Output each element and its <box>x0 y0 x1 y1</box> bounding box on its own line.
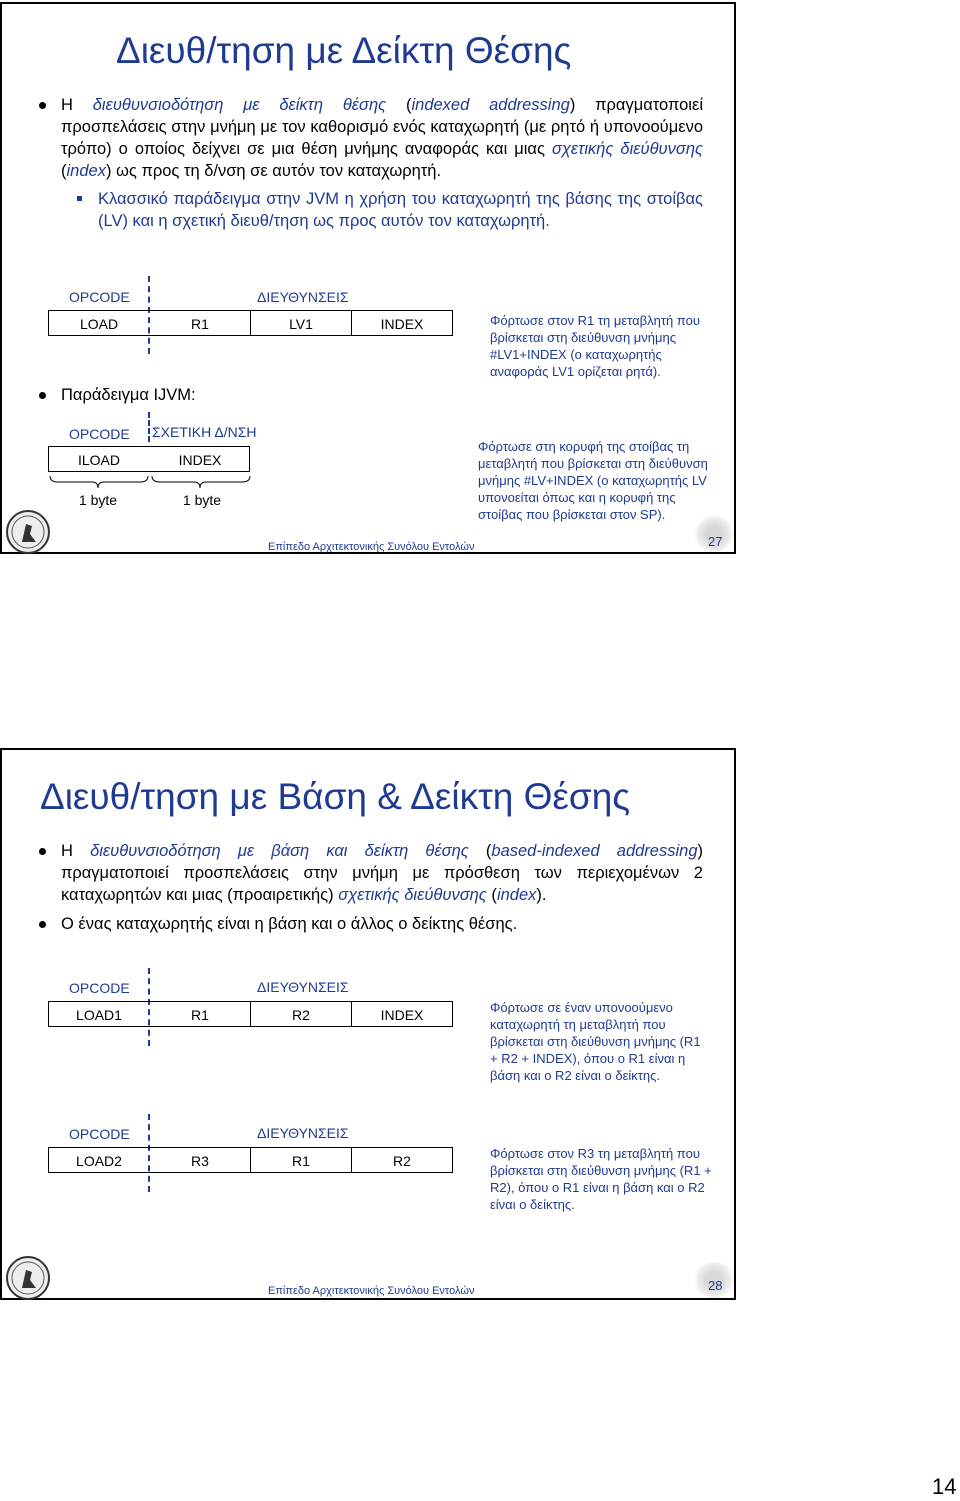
cell-separator <box>351 311 352 335</box>
cell-base-register: R1 <box>191 1007 209 1023</box>
format-description: Φόρτωσε σε έναν υπονοούμενο καταχωρητή τη μεταβλητή που βρίσκεται στη διεύθυνση μνήμης (R1 + R2 + INDEX), όπου ο R1 είναι η βάση και ο R2 είναι ο δείκτης. <box>490 1000 701 1083</box>
cell-register: R3 <box>191 1153 209 1169</box>
cell-opcode: LOAD <box>79 316 119 332</box>
format-description: Φόρτωσε στον R3 τη μεταβλητή που βρίσκεται στη διεύθυνση μνήμης (R1 + R2), όπου ο R1 είναι η βάση και ο R2 είναι ο δείκτης. <box>490 1146 712 1212</box>
cell-opcode: LOAD1 <box>76 1007 122 1023</box>
index-size: 1 byte <box>182 492 222 508</box>
bullet-icon <box>39 102 46 109</box>
cell-separator <box>351 1148 352 1172</box>
slide-number: 28 <box>708 1278 723 1293</box>
footer-text: Επίπεδο Αρχιτεκτονικής Συνόλου Εντολών <box>268 1285 475 1297</box>
cell-separator <box>351 1002 352 1026</box>
slide-28 <box>0 748 736 1300</box>
cell-separator <box>250 311 251 335</box>
document-page-number: 14 <box>932 1474 957 1499</box>
bullet-icon <box>39 848 46 855</box>
addresses-label: ΔΙΕΥΘΥΝΣΕΙΣ <box>257 979 349 995</box>
bullet-icon <box>39 392 46 399</box>
slide-title: Διευθ/τηση με Δείκτη Θέσης <box>116 30 572 71</box>
cell-separator <box>250 1002 251 1026</box>
paragraph-based-indexed: Η διευθυνσιοδότηση με βάση και δείκτη θέσης (based-indexed addressing) πραγματοποιεί προσπελάσεις στην μνήμη με πρόσθεση των περιεχομένων 2 καταχωρητών και μιας (προαιρετικής) σχετικής διεύθυνσης (index). <box>61 842 703 904</box>
slide-title: Διευθ/τηση με Βάση & Δείκτη Θέσης <box>40 776 631 817</box>
opcode-label: OPCODE <box>69 1126 130 1142</box>
instruction-format-box <box>48 1001 453 1027</box>
addresses-label: ΔΙΕΥΘΥΝΣΕΙΣ <box>257 289 349 305</box>
instruction-format-box <box>48 1147 453 1173</box>
format-description: Φόρτωσε στη κορυφή της στοίβας τη μεταβλητή που βρίσκεται στη διεύθυνση μνήμης #LV+INDEX (ο καταχωρητής LV υπονοείται όπως και η κορυφή της στοίβας που βρίσκεται στον SP). <box>478 439 708 522</box>
opcode-label: OPCODE <box>69 980 130 996</box>
opcode-size: 1 byte <box>78 492 118 508</box>
instruction-format-box <box>48 446 250 472</box>
cell-separator <box>250 1148 251 1172</box>
cell-index-register: R2 <box>292 1007 310 1023</box>
slide-number: 27 <box>708 534 723 549</box>
cell-index: INDEX <box>380 1007 424 1023</box>
opcode-label: OPCODE <box>69 426 130 442</box>
example-label: Παράδειγμα IJVM: <box>61 386 196 404</box>
field-divider <box>148 412 150 442</box>
opcode-label: OPCODE <box>69 289 130 305</box>
bullet-icon <box>39 921 46 928</box>
byte-braces <box>48 474 252 490</box>
cell-opcode: ILOAD <box>77 452 120 468</box>
cell-opcode: LOAD2 <box>76 1153 122 1169</box>
paragraph-indexed-addressing: Η διευθυνσιοδότηση με δείκτη θέσης (indexed addressing) πραγματοποιεί προσπελάσεις στην μνήμη με τον καθορισμό ενός καταχωρητή (με ρητό ή υπονοούμενο τρόπο) ο οποίος δείχνει σε μια θέση μνήμης αναφοράς και μιας σχετικής διεύθυνσης (index) ως προς τη δ/νση σε αυτόν τον καταχωρητή. <box>61 96 703 180</box>
cell-index: INDEX <box>380 316 424 332</box>
addresses-label: ΔΙΕΥΘΥΝΣΕΙΣ <box>257 1125 349 1141</box>
footer-text: Επίπεδο Αρχιτεκτονικής Συνόλου Εντολών <box>268 541 475 553</box>
paragraph-base-index: Ο ένας καταχωρητής είναι η βάση και ο άλλος ο δείκτης θέσης. <box>61 915 518 933</box>
cell-index: INDEX <box>178 452 222 468</box>
format-description: Φόρτωσε στον R1 τη μεταβλητή που βρίσκεται στη διεύθυνση μνήμης #LV1+INDEX (ο καταχωρητής αναφοράς LV1 ορίζεται ρητά). <box>490 313 700 379</box>
cell-index-register: R2 <box>393 1153 411 1169</box>
slide-27 <box>0 2 736 554</box>
university-logo <box>6 1256 50 1300</box>
cell-base-register: R1 <box>292 1153 310 1169</box>
sub-paragraph-jvm: Κλασσικό παράδειγμα στην JVM η χρήση του καταχωρητή της βάσης της στοίβας (LV) και η σχετική διευθ/τηση ως προς αυτόν τον καταχωρητή. <box>98 190 703 230</box>
instruction-format-box <box>48 310 453 336</box>
relative-address-label: ΣΧΕΤΙΚΗ Δ/ΝΣΗ <box>152 424 257 440</box>
cell-register: R1 <box>191 316 209 332</box>
university-logo <box>6 510 50 554</box>
sub-bullet-icon <box>77 196 82 201</box>
cell-base-register: LV1 <box>289 316 313 332</box>
